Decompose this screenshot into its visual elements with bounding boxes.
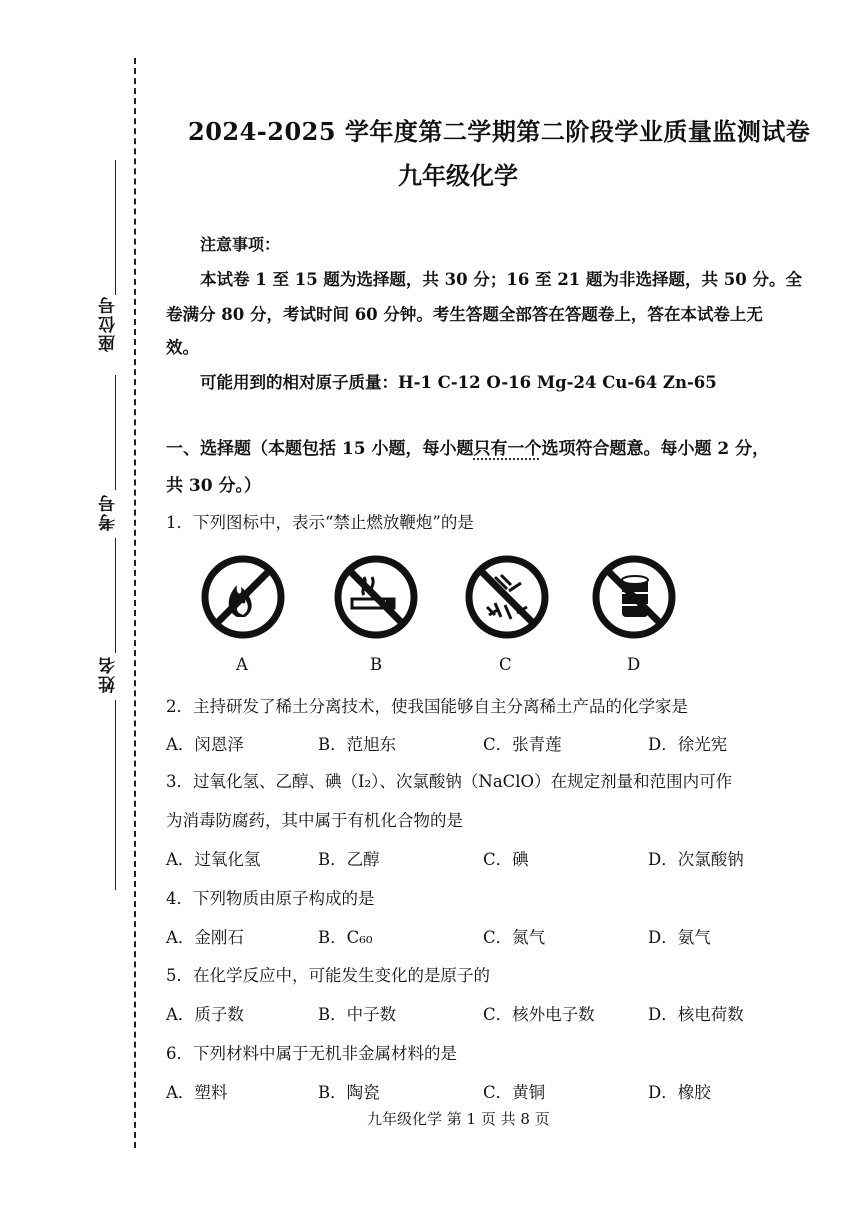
q3-option-d: D．次氯酸钠 (648, 850, 744, 869)
exam-title: 2024-2025 学年度第二学期第二阶段学业质量监测试卷 (188, 117, 811, 146)
q5-option-a: A．质子数 (166, 1005, 244, 1024)
question-5-stem: 5．在化学反应中，可能发生变化的是原子的 (166, 966, 490, 985)
seat-line (115, 160, 116, 295)
q6-option-b: B．陶瓷 (318, 1083, 380, 1102)
q4-option-c: C．氮气 (483, 928, 546, 947)
q2-option-b: B．范旭东 (318, 735, 397, 754)
q3-option-b: B．乙醇 (318, 850, 380, 869)
sign-letter-d: D (627, 655, 641, 674)
atomic-mass-line: 可能用到的相对原子质量：H-1 C-12 O-16 Mg-24 Cu-64 Zn-65 (200, 373, 717, 392)
seat-label: 座位号 (99, 295, 119, 352)
exam-subtitle: 九年级化学 (398, 161, 518, 190)
question-1-stem: 1．下列图标中，表示“禁止燃放鞭炮”的是 (166, 513, 474, 532)
q4-option-b: B．C₆₀ (318, 928, 373, 947)
section-heading-b: 选项符合题意。每小题 2 分， (541, 439, 770, 459)
page-footer: 九年级化学 第 1 页 共 8 页 (367, 1110, 550, 1128)
q6-option-d: D．橡胶 (648, 1083, 711, 1102)
name-line (115, 700, 116, 890)
sign-letter-c: C (499, 655, 512, 674)
notes-line-2: 卷满分 80 分，考试时间 60 分钟。考生答题全部答在答题卷上，答在本试卷上无 (166, 305, 763, 324)
q2-option-d: D．徐光宪 (648, 735, 728, 754)
question-4-stem: 4．下列物质由原子构成的是 (166, 889, 375, 908)
section-heading-a: 一、选择题（本题包括 15 小题，每小题 (166, 439, 474, 459)
q6-option-a: A．塑料 (166, 1083, 228, 1102)
exam-no-label: 考号 (99, 493, 119, 531)
name-label: 姓名 (99, 655, 119, 693)
sign-letter-b: B (370, 655, 383, 674)
section-heading (166, 434, 769, 459)
q4-option-a: A．金刚石 (166, 928, 244, 947)
exam-no-line-top (115, 375, 116, 490)
q2-option-c: C．张青莲 (483, 735, 562, 754)
q5-option-d: D．核电荷数 (648, 1005, 744, 1024)
q2-option-a: A．闵恩泽 (166, 735, 244, 754)
notes-heading: 注意事项： (200, 235, 281, 254)
sign-row (0, 555, 867, 685)
question-3-stem: 3．过氧化氢、乙醇、碘（I₂）、次氯酸钠（NaClO）在规定剂量和范围内可作 (166, 772, 733, 791)
notes-line-3: 效。 (166, 338, 199, 357)
sign-letter-a: A (236, 655, 248, 674)
section-heading-emphasis: 只有一个 (473, 439, 542, 459)
q3-option-a: A．过氧化氢 (166, 850, 261, 869)
question-2-stem: 2．主持研发了稀土分离技术，使我国能够自主分离稀土产品的化学家是 (166, 697, 688, 716)
no-explosives-icon (592, 555, 676, 639)
q6-option-c: C．黄铜 (483, 1083, 546, 1102)
no-smoking-icon (334, 555, 418, 639)
no-fireworks-icon (465, 555, 549, 639)
q5-option-c: C．核外电子数 (483, 1005, 595, 1024)
no-open-flame-icon (201, 555, 285, 639)
q4-option-d: D．氨气 (648, 928, 711, 947)
question-6-stem: 6．下列材料中属于无机非金属材料的是 (166, 1044, 457, 1063)
section-heading-line2: 共 30 分。） (166, 476, 261, 496)
q5-option-b: B．中子数 (318, 1005, 397, 1024)
question-3-stem-2: 为消毒防腐药，其中属于有机化合物的是 (166, 811, 463, 830)
q3-option-c: C．碘 (483, 850, 529, 869)
notes-line-1: 本试卷 1 至 15 题为选择题，共 30 分；16 至 21 题为非选择题，共 50 分。全 (200, 270, 802, 289)
